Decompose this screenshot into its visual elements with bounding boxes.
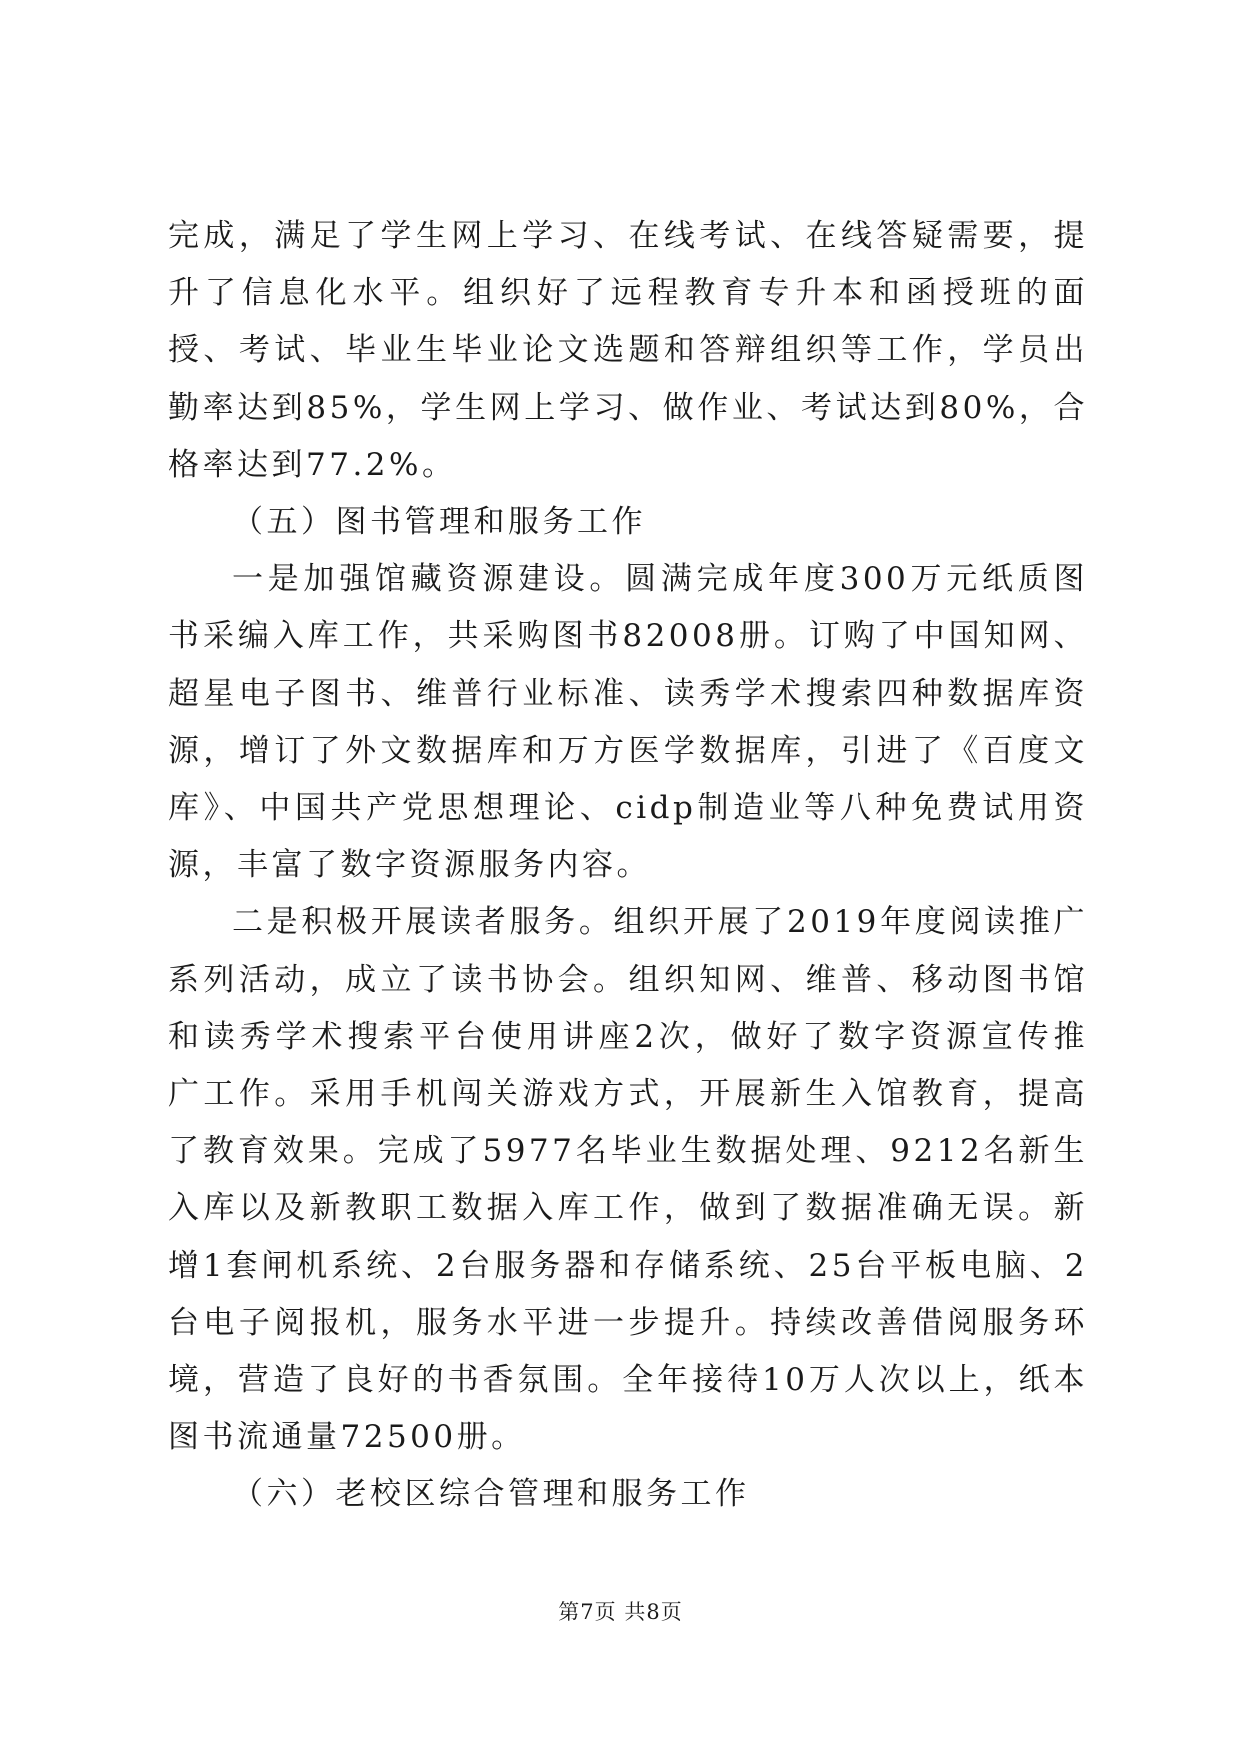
paragraph-continuation: 完成，满足了学生网上学习、在线考试、在线答疑需要，提升了信息化水平。组织好了远程教育专升本和函授班的面授、考试、毕业生毕业论文选题和答辩组织等工作，学员出勤率达到85%，学生网上学习、做作业、考试达到80%，合格率达到77.2%。 <box>168 218 1088 483</box>
section-heading-five: （五）图书管理和服务工作 <box>232 504 646 541</box>
document-body <box>168 208 1088 1524</box>
section-heading-six: （六）老校区综合管理和服务工作 <box>232 1476 750 1513</box>
page-footer: 第7页 共8页 <box>558 1600 683 1624</box>
paragraph-collection-building: 一是加强馆藏资源建设。圆满完成年度300万元纸质图书采编入库工作，共采购图书82008册。订购了中国知网、超星电子图书、维普行业标准、读秀学术搜索四种数据库资源，增订了外文数据库和万方医学数据库，引进了《百度文库》、中国共产党思想理论、cidp制造业等八种免费试用资源，丰富了数字资源服务内容。 <box>168 561 1088 884</box>
paragraph-reader-services: 二是积极开展读者服务。组织开展了2019年度阅读推广系列活动，成立了读书协会。组织知网、维普、移动图书馆和读秀学术搜索平台使用讲座2次，做好了数字资源宣传推广工作。采用手机闯关游戏方式，开展新生入馆教育，提高了教育效果。完成了5977名毕业生数据处理、9212名新生入库以及新教职工数据入库工作，做到了数据准确无误。新增1套闸机系统、2台服务器和存储系统、25台平板电脑、2台电子阅报机，服务水平进一步提升。持续改善借阅服务环境，营造了良好的书香氛围。全年接待10万人次以上，纸本图书流通量72500册。 <box>168 904 1088 1456</box>
